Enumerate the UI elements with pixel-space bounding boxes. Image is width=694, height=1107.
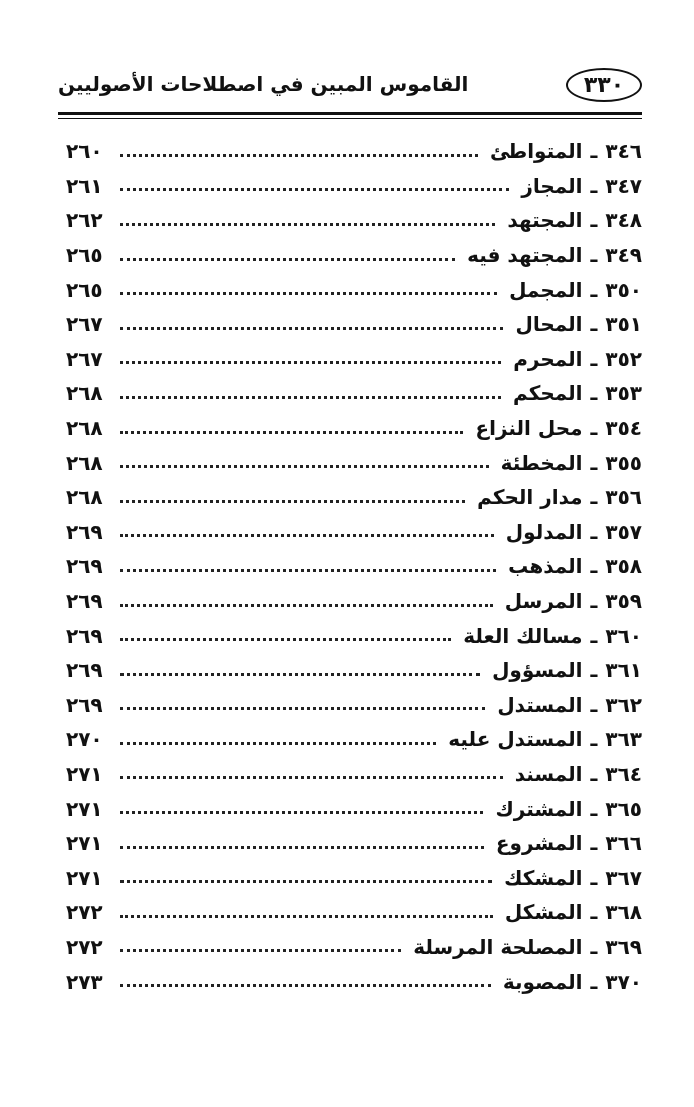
entry-number: ٣٥٨ (605, 554, 642, 579)
toc-entry-label (515, 174, 642, 198)
toc-entry-label (499, 900, 642, 924)
toc-entry-label (507, 347, 642, 371)
entry-separator: ـ (590, 727, 598, 752)
toc-entry (66, 411, 642, 446)
dot-leader (120, 776, 503, 779)
entry-number: ٣٦٣ (605, 727, 642, 752)
toc-entry (66, 895, 642, 930)
dot-leader (120, 327, 503, 330)
toc-entry-label (489, 797, 642, 821)
entry-term: المسؤول (492, 658, 583, 683)
toc-entry-label (469, 416, 642, 440)
entry-page-number: ٢٦٩ (66, 658, 103, 683)
entry-term: المحكم (513, 381, 583, 406)
toc-entry (66, 791, 642, 826)
entry-page-number: ٢٦٩ (66, 623, 103, 648)
entry-term: المرسل (504, 589, 583, 614)
toc-entry-label (461, 243, 642, 267)
entry-separator: ـ (590, 485, 598, 510)
dot-leader (120, 811, 483, 814)
entry-separator: ـ (590, 519, 598, 544)
entry-separator: ـ (590, 416, 598, 441)
entry-separator: ـ (590, 312, 598, 337)
entry-separator: ـ (590, 623, 598, 648)
toc-entry (66, 618, 642, 653)
toc-entry-label (509, 312, 642, 336)
entry-separator: ـ (590, 692, 598, 717)
dot-leader (120, 154, 478, 157)
dot-leader (120, 292, 497, 295)
toc-entry-label (497, 970, 642, 994)
toc-entry-label (503, 278, 642, 302)
toc-entry (66, 688, 642, 723)
toc-entry-label (509, 762, 642, 786)
dot-leader (120, 915, 493, 918)
entry-separator: ـ (590, 277, 598, 302)
entry-number: ٣٦٧ (605, 865, 642, 890)
entry-term: المشروع (495, 831, 583, 856)
entry-page-number: ٢٦٥ (66, 243, 103, 268)
entry-page-number: ٢٦٩ (66, 519, 103, 544)
entry-number: ٣٤٩ (605, 243, 642, 268)
entry-number: ٣٥٦ (605, 485, 642, 510)
entry-page-number: ٢٦٧ (66, 312, 103, 337)
entry-page-number: ٢٦٨ (66, 485, 103, 510)
dot-leader (120, 569, 496, 572)
toc-entry-label (484, 139, 642, 163)
entry-separator: ـ (590, 831, 598, 856)
entry-separator: ـ (590, 900, 598, 925)
dot-leader (120, 258, 455, 261)
header-rule-thick (58, 112, 642, 115)
entry-term: المصوبة (502, 969, 583, 994)
entry-page-number: ٢٧٢ (66, 900, 103, 925)
entry-number: ٣٤٨ (605, 208, 642, 233)
toc-entry-label (457, 624, 642, 648)
entry-term: المدلول (505, 519, 583, 544)
entry-number: ٣٥٠ (605, 277, 642, 302)
entry-separator: ـ (590, 346, 598, 371)
entry-page-number: ٢٦٨ (66, 416, 103, 441)
dot-leader (120, 604, 493, 607)
entry-page-number: ٢٧٣ (66, 969, 103, 994)
toc-entry (66, 376, 642, 411)
entry-page-number: ٢٧٢ (66, 934, 103, 959)
dot-leader (120, 465, 489, 468)
entry-page-number: ٢٧٠ (66, 727, 103, 752)
dot-leader (120, 361, 501, 364)
entry-separator: ـ (590, 173, 598, 198)
entry-number: ٣٦٨ (605, 900, 642, 925)
entry-term: المخطئة (500, 450, 583, 475)
toc-entry (66, 134, 642, 169)
toc-entry (66, 653, 642, 688)
toc-entry (66, 584, 642, 619)
entry-term: المجمل (509, 277, 583, 302)
entry-page-number: ٢٧١ (66, 761, 103, 786)
toc-entry-label (499, 589, 642, 613)
toc-entry-label (486, 658, 642, 682)
toc-entry (66, 722, 642, 757)
toc-entry-label (502, 554, 642, 578)
entry-number: ٣٥٧ (605, 519, 642, 544)
page-number: ٣٣٠ (566, 68, 642, 102)
entry-page-number: ٢٦٠ (66, 139, 103, 164)
toc-entry-label (498, 866, 642, 890)
toc-entry-label (442, 727, 642, 751)
entry-term: المصلحة المرسلة (413, 934, 583, 959)
entry-page-number: ٢٦٨ (66, 450, 103, 475)
entry-page-number: ٢٧١ (66, 865, 103, 890)
dot-leader (120, 188, 509, 191)
entry-term: المستدل (497, 692, 583, 717)
dot-leader (120, 431, 463, 434)
entry-term: المذهب (508, 554, 583, 579)
entry-page-number: ٢٦١ (66, 173, 103, 198)
toc-entry (66, 930, 642, 965)
entry-number: ٣٦٤ (605, 761, 642, 786)
book-title: القاموس المبين في اصطلاحات الأصوليين (58, 72, 469, 96)
toc-entry (66, 757, 642, 792)
entry-number: ٣٥٢ (605, 346, 642, 371)
entry-term: مسالك العلة (463, 623, 583, 648)
toc-entry-label (471, 485, 642, 509)
entry-number: ٣٦٥ (605, 796, 642, 821)
entry-page-number: ٢٦٧ (66, 346, 103, 371)
entry-separator: ـ (590, 139, 598, 164)
dot-leader (120, 742, 436, 745)
toc-entry (66, 169, 642, 204)
entry-number: ٣٦٩ (605, 934, 642, 959)
toc-entry (66, 307, 642, 342)
entry-page-number: ٢٦٨ (66, 381, 103, 406)
entry-page-number: ٢٦٩ (66, 692, 103, 717)
dot-leader (120, 223, 495, 226)
entry-separator: ـ (590, 865, 598, 890)
entry-term: المشكل (504, 900, 583, 925)
toc-entry (66, 964, 642, 999)
entry-number: ٣٥٩ (605, 589, 642, 614)
entry-page-number: ٢٦٥ (66, 277, 103, 302)
entry-separator: ـ (590, 554, 598, 579)
dot-leader (120, 673, 480, 676)
toc-entry-label (500, 520, 642, 544)
entry-number: ٣٧٠ (605, 969, 642, 994)
entry-term: المشكك (504, 865, 583, 890)
entry-number: ٣٦١ (605, 658, 642, 683)
entry-number: ٣٤٦ (605, 139, 642, 164)
toc-entry (66, 272, 642, 307)
entry-term: المستدل عليه (448, 727, 583, 752)
entry-page-number: ٢٧١ (66, 796, 103, 821)
entry-term: المحال (515, 312, 583, 337)
entry-separator: ـ (590, 658, 598, 683)
toc-entry (66, 480, 642, 515)
entry-separator: ـ (590, 243, 598, 268)
page-header (58, 66, 642, 110)
toc-entry-label (501, 208, 642, 232)
dot-leader (120, 500, 465, 503)
entry-term: المجتهد (507, 208, 583, 233)
toc-entry (66, 549, 642, 584)
entry-page-number: ٢٦٩ (66, 554, 103, 579)
entry-separator: ـ (590, 796, 598, 821)
entry-term: المشترك (495, 796, 583, 821)
entry-term: المحرم (513, 346, 583, 371)
entry-term: المسند (514, 761, 583, 786)
toc-entry (66, 203, 642, 238)
entry-number: ٣٦٦ (605, 831, 642, 856)
entry-separator: ـ (590, 761, 598, 786)
entry-page-number: ٢٦٩ (66, 589, 103, 614)
dot-leader (120, 707, 485, 710)
toc-entry-label (507, 381, 642, 405)
dot-leader (120, 984, 491, 987)
toc-entry-label (491, 693, 642, 717)
toc-entry (66, 342, 642, 377)
dot-leader (120, 846, 484, 849)
entry-number: ٣٥٤ (605, 416, 642, 441)
entry-number: ٣٦٢ (605, 692, 642, 717)
entry-number: ٣٥٣ (605, 381, 642, 406)
toc-entry-label (407, 935, 642, 959)
entry-separator: ـ (590, 381, 598, 406)
entry-term: مدار الحكم (477, 485, 583, 510)
entry-number: ٣٥١ (605, 312, 642, 337)
entry-term: المجتهد فيه (467, 243, 583, 268)
header-rule-thin (58, 118, 642, 119)
dot-leader (120, 949, 401, 952)
toc-entry-label (490, 831, 642, 855)
entry-separator: ـ (590, 934, 598, 959)
entry-number: ٣٦٠ (605, 623, 642, 648)
toc-entry (66, 860, 642, 895)
toc-list (66, 134, 642, 999)
entry-separator: ـ (590, 589, 598, 614)
toc-entry-label (495, 451, 642, 475)
toc-entry (66, 238, 642, 273)
entry-separator: ـ (590, 969, 598, 994)
entry-number: ٣٥٥ (605, 450, 642, 475)
entry-term: محل النزاع (475, 416, 583, 441)
toc-entry (66, 445, 642, 480)
entry-separator: ـ (590, 208, 598, 233)
entry-term: المتواطئ (490, 139, 583, 164)
entry-number: ٣٤٧ (605, 173, 642, 198)
dot-leader (120, 880, 492, 883)
toc-entry (66, 515, 642, 550)
dot-leader (120, 638, 451, 641)
dot-leader (120, 534, 494, 537)
entry-page-number: ٢٦٢ (66, 208, 103, 233)
entry-term: المجاز (521, 173, 583, 198)
entry-separator: ـ (590, 450, 598, 475)
entry-page-number: ٢٧١ (66, 831, 103, 856)
dot-leader (120, 396, 501, 399)
toc-entry (66, 826, 642, 861)
